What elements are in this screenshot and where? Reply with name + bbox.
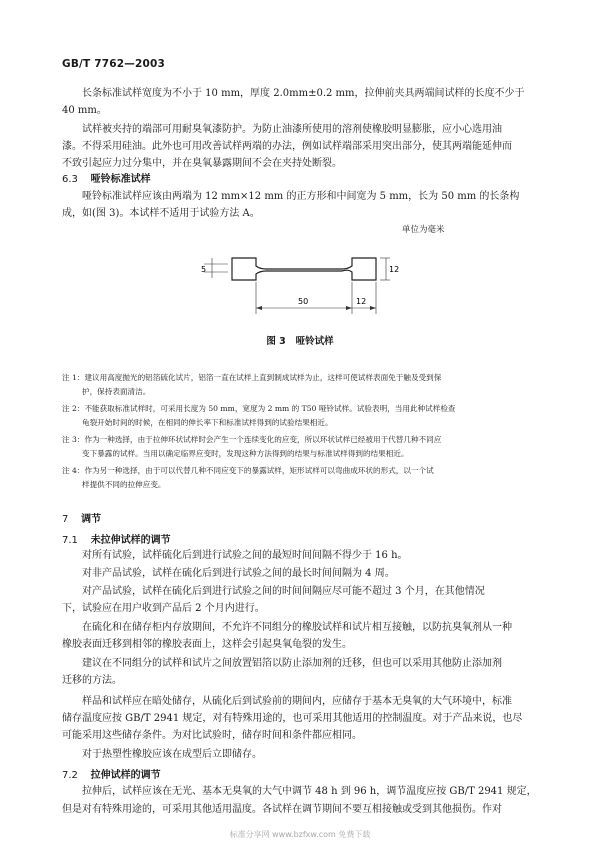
s71-p5-line2: 迁移的方法。 bbox=[62, 675, 122, 686]
note-2 bbox=[62, 402, 542, 430]
note-1 bbox=[62, 371, 542, 399]
para2-line2: 漆。不得采用硅油。此外也可用改善试样两端的办法，例如试样端部采用突出部分，使其两端能延伸而 bbox=[62, 141, 512, 152]
section-number: 7 bbox=[62, 514, 69, 525]
section-title: 拉伸试样的调节 bbox=[90, 770, 161, 781]
s72-line2: 但是对有特殊用途的，可采用其他适用温度。各试样在调节期间不要互相接触或受到其他损伤。作对 bbox=[62, 804, 502, 815]
s71-p4-line2: 橡胶表面迁移到相邻的橡胶表面上，这样会引起臭氧龟裂的发生。 bbox=[62, 639, 352, 650]
dim-square-label: 12 bbox=[389, 265, 400, 274]
section-6-3-line2: 成，如(图 3)。本试样不适用于试验方法 A。 bbox=[62, 208, 260, 219]
unit-label: 单位为毫米 bbox=[402, 225, 445, 235]
dim-end-label: 12 bbox=[356, 297, 367, 306]
para1-line2: 40 mm。 bbox=[62, 105, 107, 116]
section-7-heading bbox=[62, 510, 101, 525]
s71-p5-line1: 建议在不同组分的试样和试片之间放置铝箔以防止添加剂的迁移，但也可以采用其他防止添加剂 bbox=[82, 658, 502, 669]
footer-watermark[interactable]: 标准分享网 www.bzfxw.com 免费下载 bbox=[229, 830, 371, 839]
note-line2: 龟裂开始时间的时候，在相同的伸长率下和标准试样得到的试验结果相近。 bbox=[82, 418, 333, 427]
s71-p2: 对非产品试验，试样在硫化后到进行试验之间的最长时间间隔为 4 周。 bbox=[82, 568, 395, 579]
dumbbell-outline bbox=[232, 258, 376, 280]
section-title: 调节 bbox=[81, 514, 102, 525]
s71-p6-line1: 样品和试样应在暗处储存，从硫化后到试验前的期间内，应储存于基本无臭氧的大气环境中，标准 bbox=[82, 696, 512, 707]
note-tag: 注 1： bbox=[62, 373, 85, 382]
s71-p3-line2: 下，试验应在用户收到产品后 2 个月内进行。 bbox=[62, 603, 265, 614]
dim-length-label: 50 bbox=[298, 297, 309, 306]
note-4 bbox=[62, 464, 542, 492]
section-7-1-heading bbox=[62, 531, 171, 546]
s71-p6-line3: 可能采用这些储存条件。为对比试验时，储存时间和条件都应相同。 bbox=[62, 730, 362, 741]
para2-line3: 不致引起应力过分集中，并在臭氧暴露期间不会在夹持处断裂。 bbox=[62, 158, 342, 169]
section-6-3-line1: 哑铃标准试样应该由两端为 12 mm×12 mm 的正方形和中间宽为 5 mm，长为 50 mm 的长条构 bbox=[82, 191, 520, 202]
s71-p3-line1: 对产品试验，试样在硫化后到进行试验之间的时间间隔应尽可能不超过 3 个月，在其他情况 bbox=[82, 586, 485, 597]
section-6-3-heading bbox=[62, 170, 151, 185]
caption-number: 图 3 bbox=[266, 336, 286, 347]
para2-line1: 试样被夹持的端部可用耐臭氧漆防护。为防止油漆所使用的溶剂使橡胶明显膨胀，应小心选用油 bbox=[82, 124, 502, 135]
s71-p7: 对于热塑性橡胶应该在成型后立即储存。 bbox=[82, 749, 262, 760]
s71-p4-line1: 在硫化和在储存柜内存放期间，不允许不同组分的橡胶试样和试片相互接触，以防抗臭氧剂从一种 bbox=[82, 622, 512, 633]
note-tag: 注 2： bbox=[62, 404, 85, 413]
dumbbell-specimen-figure bbox=[190, 238, 410, 333]
section-number: 7.2 bbox=[62, 770, 78, 781]
section-number: 7.1 bbox=[62, 535, 78, 546]
note-line2: 护，保持表面清洁。 bbox=[82, 387, 151, 396]
note-line1: 不能获取标准试样时，可采用长度为 50 mm，宽度为 2 mm 的 T50 哑铃试样。试验表明，当用此种试样检查 bbox=[84, 404, 456, 413]
s72-line1: 拉伸后，试样应该在无光、基本无臭氧的大气中调节 48 h 到 96 h，调节温度应按 GB/T 2941 规定， bbox=[82, 786, 537, 797]
note-3 bbox=[62, 433, 542, 461]
section-number: 6.3 bbox=[62, 174, 78, 185]
note-line1: 作为另一种选择，由于可以代替几种不同应变下的暴露试样，矩形试样可以弯曲成环状的形式，以一个试 bbox=[84, 466, 434, 475]
caption-title: 哑铃试样 bbox=[295, 336, 334, 347]
para1-line1: 长条标准试样宽度为不小于 10 mm，厚度 2.0mm±0.2 mm，拉伸前夹具两端间试样的长度不少于 bbox=[82, 88, 525, 99]
dim-width-label: 5 bbox=[201, 265, 207, 274]
figure-caption bbox=[0, 333, 600, 347]
section-title: 哑铃标准试样 bbox=[90, 174, 151, 185]
note-line2: 变下暴露的试样。当用以确定临界应变时，发现这种方法得到的结果与标准试样得到的结果相近。 bbox=[82, 449, 409, 458]
note-tag: 注 3： bbox=[62, 435, 85, 444]
note-line2: 样提供不同的拉伸应变。 bbox=[82, 480, 166, 489]
s71-p1: 对所有试验，试样硫化后到进行试验之间的最短时间间隔不得少于 16 h。 bbox=[82, 550, 408, 561]
note-line1: 作为一种选择，由于拉伸环状试样时会产生一个连续变化的应变，所以环状试样已经被用于代替几种不同应 bbox=[84, 435, 442, 444]
note-tag: 注 4： bbox=[62, 466, 85, 475]
section-7-2-heading bbox=[62, 766, 161, 781]
section-title: 未拉伸试样的调节 bbox=[90, 535, 171, 546]
s71-p6-line2: 储存温度应按 GB/T 2941 规定，对有特殊用途的，也可采用其他适用的控制温度。对于产品来说，也尽 bbox=[62, 713, 523, 724]
standard-code: GB/T 7762—2003 bbox=[62, 58, 166, 70]
note-line1: 建议用高度抛光的铝箔硫化试片，铝箔一直在试样上直到制成试样为止，这样可使试样表面免于触及受到保 bbox=[84, 373, 442, 382]
